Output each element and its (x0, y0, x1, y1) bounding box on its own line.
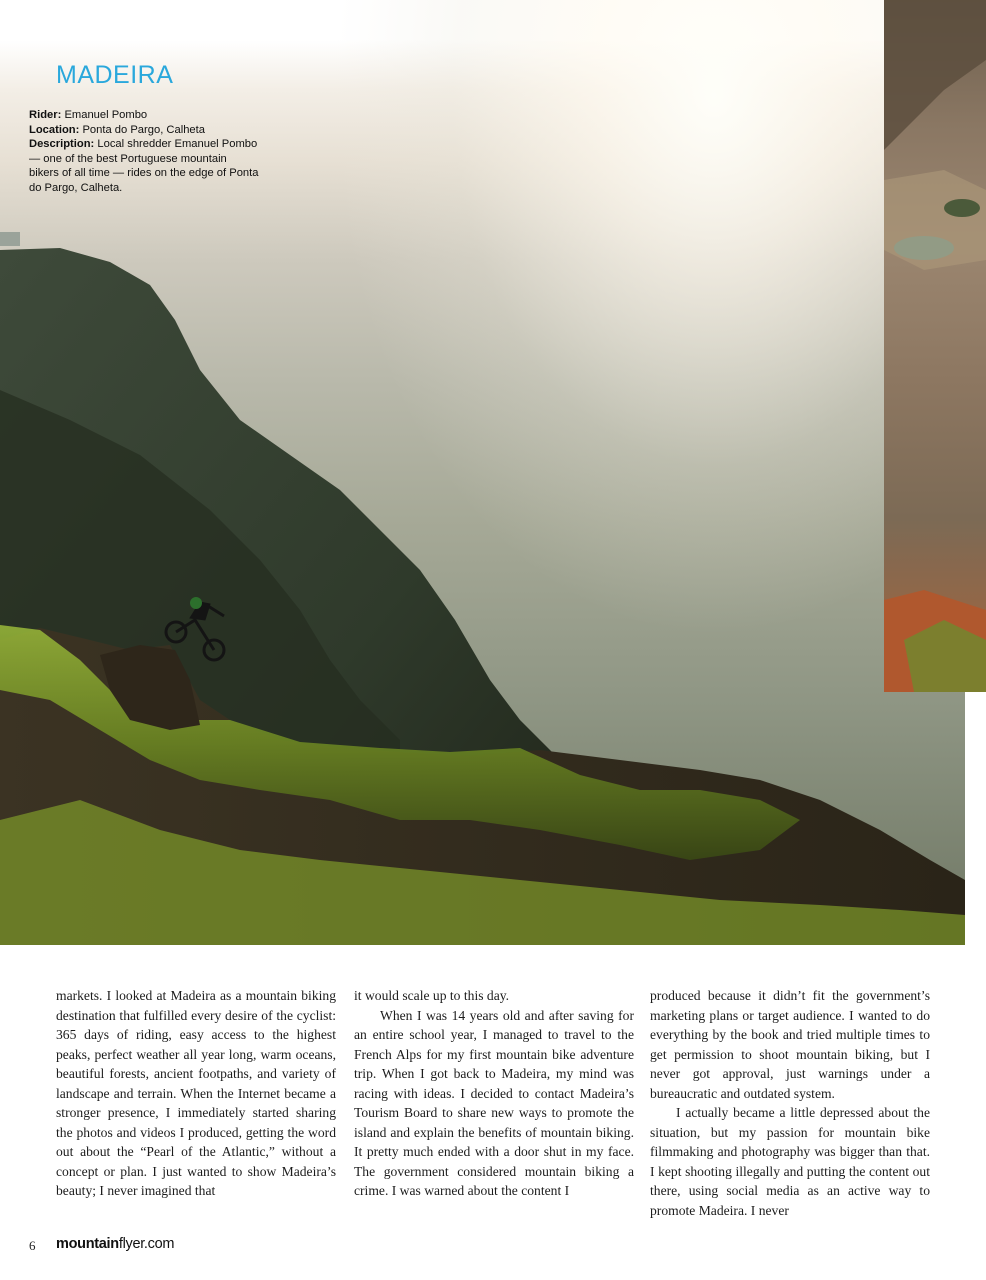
brand-bold: mountain (56, 1236, 119, 1252)
brand-rest: flyer.com (118, 1236, 175, 1252)
rider-label: Rider: (29, 109, 62, 121)
location-value: Ponta do Pargo, Calheta (82, 123, 205, 136)
caption-description (29, 137, 259, 195)
paragraph: produced because it didn’t fit the government’s marketing plans or target audience. I wanted to do everything by the book and tried multiple times to get permission to shoot mountain biking, but I never got approval, just warnings under a bureaucratic and outdated system. (650, 988, 930, 1101)
section-title: MADEIRA (56, 61, 174, 89)
article-column-1 (56, 986, 336, 1201)
inset-photo (884, 0, 986, 692)
location-label: Location: (29, 123, 80, 136)
paragraph: it would scale up to this day. (354, 988, 510, 1003)
description-value: Local shredder Emanuel Pombo — one of the best Portuguese mountain bikers of all time — rides on the edge of Ponta do Pargo, Calheta. (29, 138, 259, 194)
description-label: Description: (29, 138, 95, 151)
caption-rider (29, 108, 259, 123)
paragraph: markets. I looked at Madeira as a mountain biking destination that fulfilled every desire of the cyclist: 365 days of riding, easy access to the highest peaks, perfect weather all year long, warm oceans, beautiful forests, ancient footpaths, and variety of landscape and terrain. When the Internet became a stronger presence, I immediately started sharing the photos and videos I produced, getting the word out about the “Pearl of the Atlantic,” without a concept or plan. I just wanted to show Madeira’s beauty; I never imagined that (56, 988, 336, 1198)
paragraph: I actually became a little depressed about the situation, but my passion for mountain bike filmmaking and photography was bigger than that. I kept shooting illegally and putting the content out there, using social media as an active way to promote Madeira. I never (650, 1105, 930, 1218)
rider-value: Emanuel Pombo (64, 109, 148, 121)
caption-location (29, 123, 259, 138)
page-number: 6 (29, 1238, 36, 1253)
photo-caption (29, 108, 259, 196)
paragraph: When I was 14 years old and after saving for an entire school year, I managed to travel to the French Alps for my first mountain bike adventure trip. When I got back to Madeira, my mind was racing with ideas. I decided to contact Madeira’s Tourism Board to share new ways to promote the island and explain the benefits of mountain biking. It pretty much ended with a door shut in my face. The government considered mountain biking a crime. I was warned about the content I (354, 1007, 634, 1198)
publication-logo (56, 1236, 174, 1252)
article-column-2 (354, 986, 634, 1201)
article-column-3 (650, 986, 930, 1220)
